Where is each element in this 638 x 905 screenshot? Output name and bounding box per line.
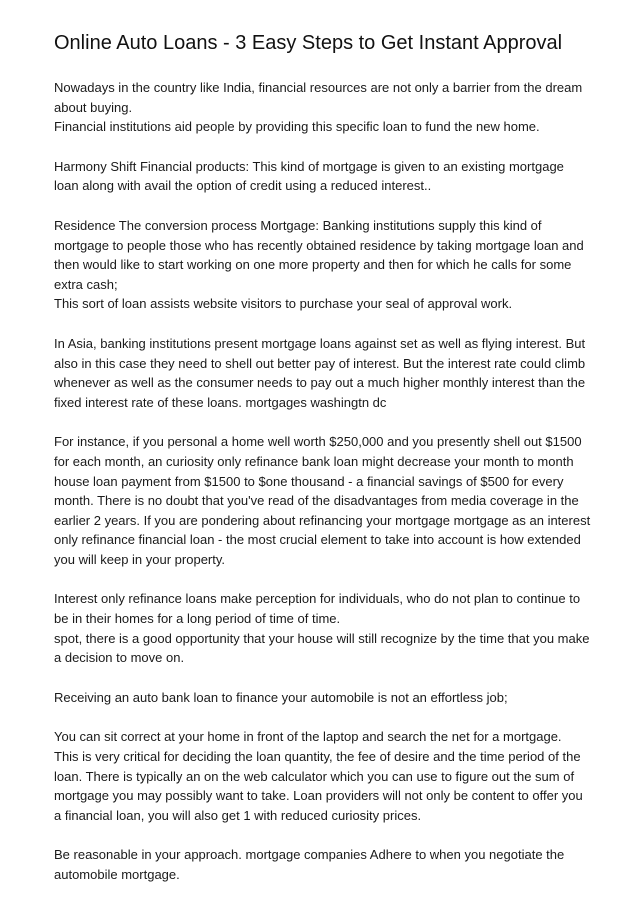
text-line: for each month, an curiosity only refinance bank loan might decrease your month to month	[54, 453, 574, 469]
text-line: earlier 2 years. If you are pondering about refinancing your mortgage mortgage as an interest	[54, 512, 591, 528]
paragraph	[54, 157, 594, 196]
text-line: loan along with avail the option of credit using a reduced interest..	[54, 178, 432, 194]
text-line: month. There is no doubt that you've read of the disadvantages from media coverage in the	[54, 493, 579, 509]
text-line: Harmony Shift Financial products: This kind of mortgage is given to an existing mortgage	[54, 158, 564, 174]
text-line: about buying.	[54, 99, 133, 115]
text-line: then would like to start working on one more property and then for which he calls for some	[54, 257, 572, 273]
text-line: In Asia, banking institutions present mortgage loans against set as well as flying interest. But	[54, 335, 586, 351]
document-body	[54, 78, 594, 885]
text-line: Financial institutions aid people by providing this specific loan to fund the new home.	[54, 119, 540, 135]
paragraph	[54, 432, 594, 569]
text-line: For instance, if you personal a home well worth $250,000 and you presently shell out $1500	[54, 434, 582, 450]
paragraph	[54, 216, 594, 314]
paragraph	[54, 589, 594, 667]
paragraph	[54, 334, 594, 412]
text-line: you will keep in your property.	[54, 551, 226, 567]
text-line: loan. There is typically an on the web calculator which you can use to figure out the sum of	[54, 768, 575, 784]
text-line: fixed interest rate of these loans. mortgages washingtn dc	[54, 394, 387, 410]
document-title: Online Auto Loans - 3 Easy Steps to Get Instant Approval	[54, 32, 563, 54]
text-line: Interest only refinance loans make perception for individuals, who do not plan to continue to	[54, 591, 581, 607]
text-line: automobile mortgage.	[54, 867, 180, 882]
text-line: This is very critical for deciding the loan quantity, the fee of desire and the time period of the	[54, 749, 581, 765]
text-line: a decision to move on.	[54, 650, 185, 666]
text-line: mortgage you may possibly want to take. Loan providers will not only be content to offer you	[54, 788, 583, 804]
text-line: also in this case they need to shell out better pay of interest. But the interest rate could climb	[54, 355, 586, 371]
text-line: Residence The conversion process Mortgage: Banking institutions supply this kind of	[54, 217, 542, 233]
text-line: be in their homes for a long period of time of time.	[54, 611, 341, 627]
text-line: only refinance financial loan - the most crucial element to take into account is how extended	[54, 532, 581, 548]
text-line: house loan payment from $1500 to $one thousand - a financial savings of $500 for every	[54, 473, 564, 489]
text-line: extra cash;	[54, 276, 118, 292]
paragraph	[54, 688, 594, 708]
document-page	[54, 30, 594, 905]
paragraph	[54, 78, 594, 137]
text-line: Receiving an auto bank loan to finance your automobile is not an effortless job;	[54, 689, 508, 705]
text-line: mortgage to people those who has recently obtained residence by taking mortgage loan and	[54, 237, 584, 253]
text-line: a financial loan, you will also get 1 with reduced curiosity prices.	[54, 807, 422, 823]
text-line: whenever as well as the consumer needs to pay out a much higher monthly interest than the	[54, 375, 586, 391]
text-line: You can sit correct at your home in front of the laptop and search the net for a mortgage.	[54, 729, 562, 745]
text-line: spot, there is a good opportunity that your house will still recognize by the time that you make	[54, 630, 590, 646]
text-line: Be reasonable in your approach. mortgage companies Adhere to when you negotiate the	[54, 847, 565, 863]
paragraph	[54, 845, 594, 884]
text-line: Nowadays in the country like India, financial resources are not only a barrier from the dream	[54, 80, 583, 95]
paragraph	[54, 727, 594, 825]
text-line: This sort of loan assists website visitors to purchase your seal of approval work.	[54, 296, 513, 312]
